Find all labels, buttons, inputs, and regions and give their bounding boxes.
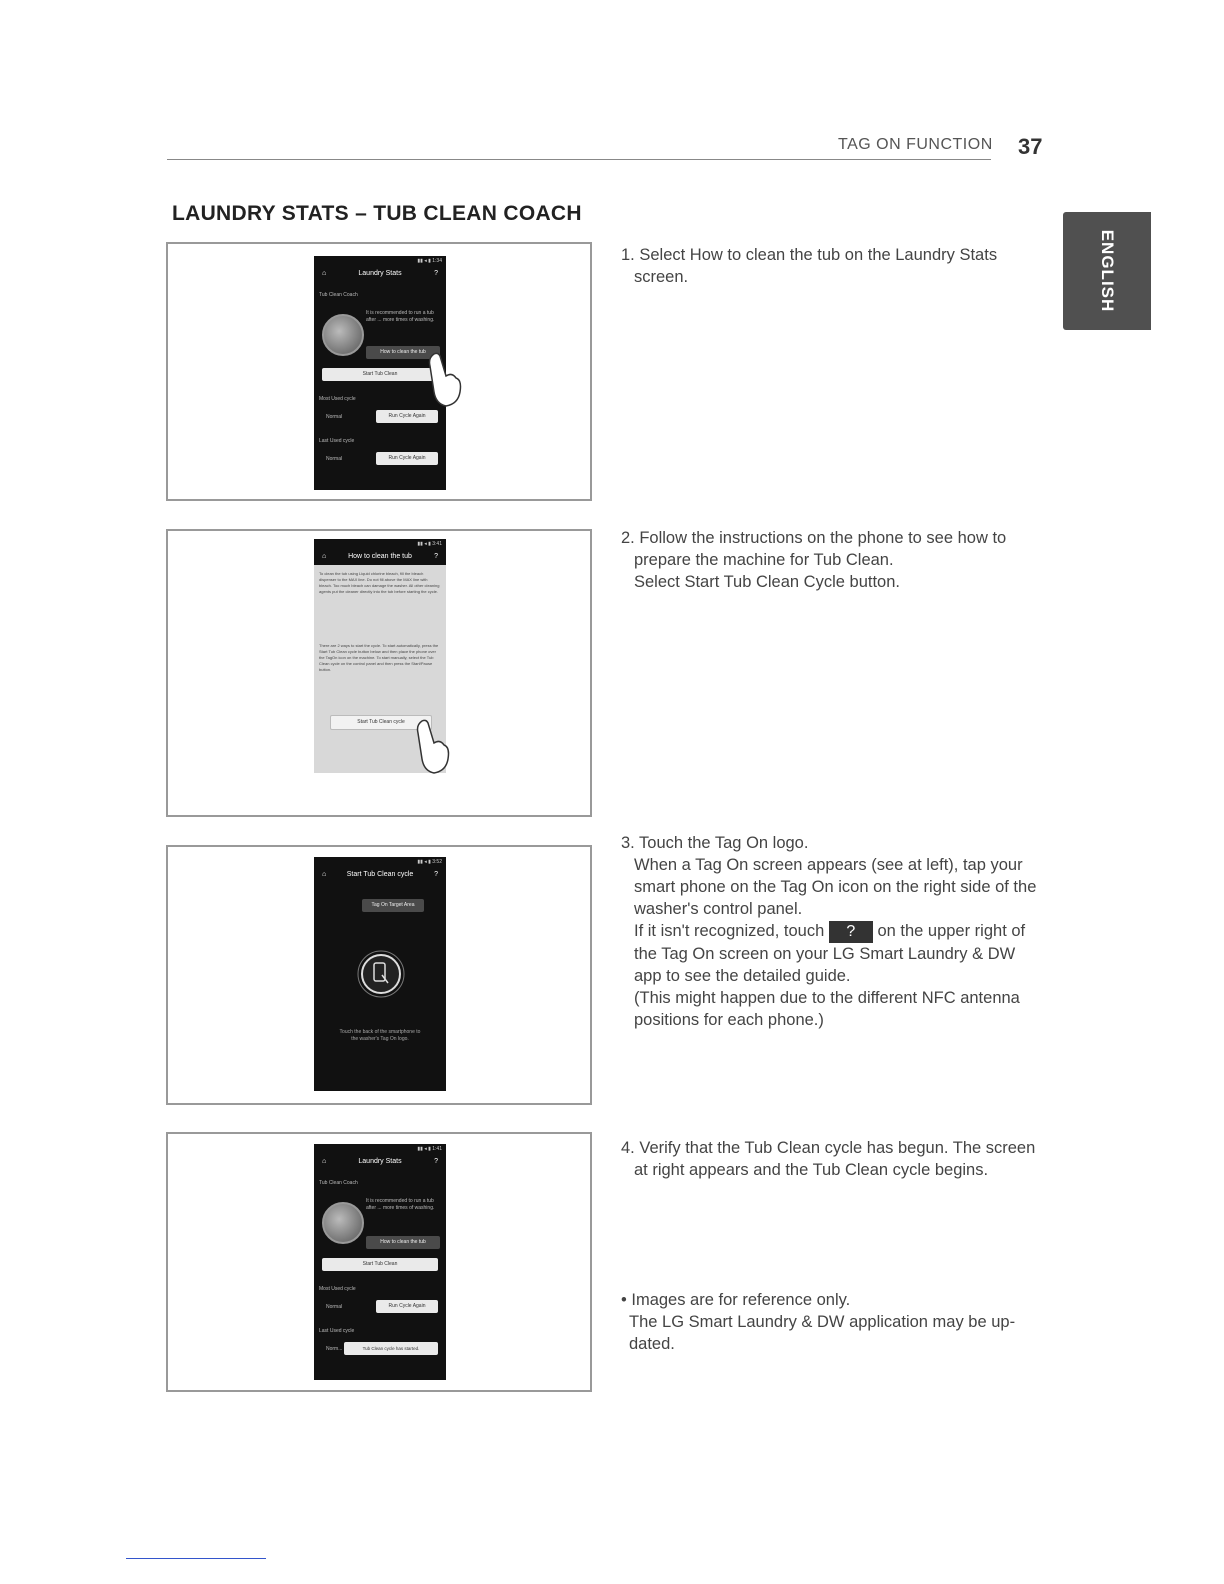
app-bar — [314, 549, 446, 565]
tag-on-logo-icon — [356, 949, 406, 999]
tub-image — [322, 1202, 364, 1244]
screen-title: Laundry Stats — [358, 270, 402, 277]
section-label: Tub Clean Coach — [319, 292, 358, 298]
pointing-hand-icon — [414, 719, 454, 775]
step-4 — [621, 1137, 1051, 1181]
step-2-line-1: 2. Follow the instructions on the phone to see how to — [621, 529, 1007, 547]
last-used-label: Last Used cycle — [319, 1328, 355, 1334]
step-3-line-3: smart phone on the Tag On icon on the right side of the — [634, 878, 1037, 896]
how-to-clean-button[interactable]: How to clean the tub — [366, 1236, 440, 1249]
most-used-label: Most Used cycle — [319, 1286, 356, 1292]
step-2-line-2: prepare the machine for Tub Clean. — [634, 551, 894, 569]
step-4-line-1: 4. Verify that the Tub Clean cycle has begun. The screen — [621, 1139, 1036, 1157]
how-to-clean-button[interactable]: How to clean the tub — [366, 346, 440, 359]
step-3-line-1: 3. Touch the Tag On logo. — [621, 834, 809, 852]
note-line-2: The LG Smart Laundry & DW application may be up- — [629, 1313, 1016, 1331]
app-bar — [314, 867, 446, 883]
app-bar — [314, 1154, 446, 1170]
step-3-line-6: the Tag On screen on your LG Smart Laundry & DW — [634, 944, 1016, 963]
step-4-line-2: at right appears and the Tub Clean cycle begins. — [634, 1161, 989, 1179]
language-tab — [1063, 212, 1151, 330]
help-icon: ? — [434, 1158, 438, 1165]
step-1 — [621, 244, 1051, 288]
page-number: 37 — [1018, 134, 1043, 159]
reference-note — [621, 1289, 1051, 1355]
step-3-line-5a: If it isn't recognized, touch — [634, 922, 825, 940]
footer-rule — [126, 1558, 266, 1559]
step-3-line-7: app to see the detailed guide. — [634, 966, 851, 985]
section-label: Tub Clean Coach — [319, 1180, 358, 1186]
most-used-label: Most Used cycle — [319, 396, 356, 402]
screen-title: Laundry Stats — [358, 1158, 402, 1165]
pointing-hand-icon — [426, 352, 466, 408]
status-bar: ▮▮ ◂ ▮ 3:41 — [314, 539, 446, 549]
note-line-1: • Images are for reference only. — [621, 1291, 851, 1309]
status-bar: ▮▮ ◂ ▮ 1:41 — [417, 1146, 442, 1152]
step-1-line-1: 1. Select How to clean the tub on the Laundry Stats — [621, 246, 998, 264]
step-1-line-2: screen. — [634, 268, 689, 286]
header-divider — [167, 159, 991, 160]
app-bar — [314, 266, 446, 282]
page-title: LAUNDRY STATS – TUB CLEAN COACH — [172, 202, 582, 225]
step-3-line-9: positions for each phone.) — [634, 1010, 824, 1029]
home-icon: ⌂ — [322, 871, 327, 878]
instructions-text-2: There are 2 ways to start the cycle. To start automatically, press the Start Tub Clean cycle button below and then place the phone over the TagOn icon on the machine. To start manually, select the Tub Clean cycle on the control panel and then press the Start/Pause button. — [319, 643, 439, 672]
screenshot-frame-1 — [166, 242, 592, 501]
header-section-title: TAG ON FUNCTION — [838, 136, 993, 153]
step-3-line-8: (This might happen due to the different NFC antenna — [634, 988, 1020, 1007]
most-used-value: Normal — [326, 414, 343, 420]
home-icon: ⌂ — [322, 1158, 327, 1165]
step-3-line-5b: on the upper right of — [877, 922, 1026, 940]
status-bar: ▮▮ ◂ ▮ 3:52 — [417, 859, 442, 865]
home-icon: ⌂ — [322, 553, 327, 560]
start-tub-clean-button[interactable]: Start Tub Clean — [322, 1258, 438, 1271]
toast-message: Tub Clean cycle has started. — [344, 1342, 438, 1355]
last-used-value: Normal — [326, 456, 343, 462]
status-bar: ▮▮ ◂ ▮ 1:34 — [417, 258, 442, 264]
most-used-value: Normal — [326, 1304, 343, 1310]
last-used-label: Last Used cycle — [319, 438, 355, 444]
help-icon: ? — [434, 553, 438, 560]
tub-image — [322, 314, 364, 356]
screenshot-frame-4 — [166, 1132, 592, 1392]
note-line-3: dated. — [629, 1335, 675, 1353]
screenshot-frame-2 — [166, 529, 592, 817]
run-cycle-again-button-2[interactable]: Run Cycle Again — [376, 452, 438, 465]
home-icon: ⌂ — [322, 270, 327, 277]
step-2 — [621, 527, 1051, 593]
instructions-text-1: To clean the tub using Liquid chlorine bleach, fill the bleach dispenser to the MAX line. Do not fill above the MAX line with bleach. Too much bleach can damage the washer. All other cleaning agents put the cleaner directly into the tub before starting the cycle. — [319, 571, 440, 594]
screen-title: Start Tub Clean cycle — [346, 871, 414, 878]
run-cycle-again-button[interactable]: Run Cycle Again — [376, 410, 438, 423]
tub-blurb: It is recommended to run a tub after ... more times of washing. — [366, 310, 435, 323]
language-tab-label: ENGLISH — [1098, 229, 1117, 313]
step-3-line-2: When a Tag On screen appears (see at left), tap your — [634, 856, 1023, 874]
tag-on-target-area-button[interactable]: Tag On Target Area — [362, 899, 424, 912]
help-icon: ? — [434, 871, 438, 878]
start-tub-clean-button[interactable]: Start Tub Clean — [322, 368, 438, 381]
step-3 — [621, 832, 1051, 1031]
help-icon: ? — [434, 270, 438, 277]
start-tub-clean-cycle-button[interactable]: Start Tub Clean cycle — [330, 715, 432, 730]
help-question-icon: ? — [829, 921, 873, 943]
step-3-line-4: washer's control panel. — [634, 900, 803, 918]
run-cycle-again-button[interactable]: Run Cycle Again — [376, 1300, 438, 1313]
phone-screen-tag-on — [314, 857, 446, 1091]
step-2-line-3: Select Start Tub Clean Cycle button. — [634, 573, 900, 591]
tag-on-hint: Touch the back of the smartphone to the washer's Tag On logo. — [339, 1029, 421, 1042]
screenshot-frame-3 — [166, 845, 592, 1105]
phone-screen-laundry-stats-started — [314, 1144, 446, 1380]
tub-blurb: It is recommended to run a tub after ... more times of washing. — [366, 1198, 435, 1211]
screen-title: How to clean the tub — [348, 553, 412, 560]
step-3-line-5 — [621, 920, 1051, 943]
last-used-value: Norm... — [326, 1346, 343, 1352]
